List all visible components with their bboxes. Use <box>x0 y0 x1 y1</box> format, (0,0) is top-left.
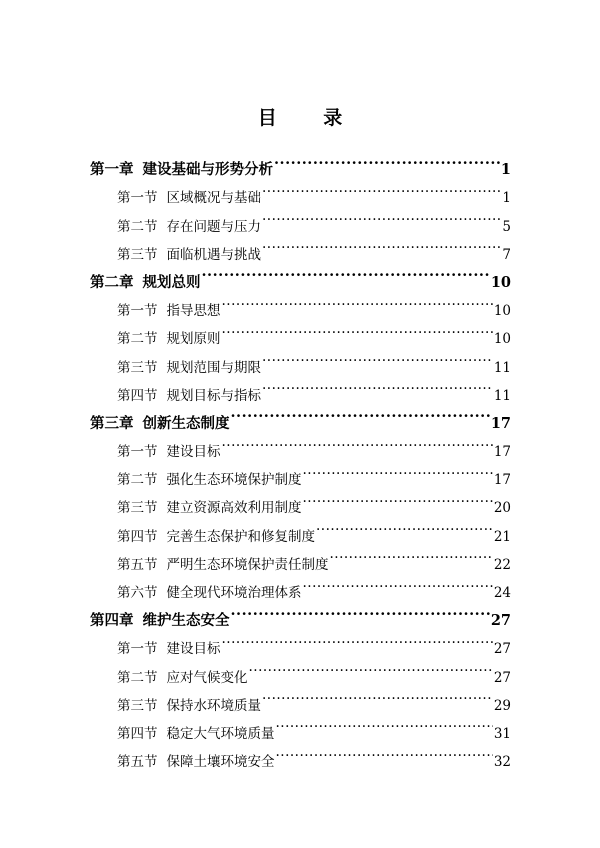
toc-leader-dots <box>303 456 493 484</box>
toc-page-number: 27 <box>490 612 511 630</box>
toc-entry-number: 第五节 <box>117 556 158 573</box>
toc-page-number: 27 <box>493 669 511 686</box>
toc-leader-dots <box>276 738 493 766</box>
toc-leader-dots <box>222 625 493 653</box>
toc-page-number: 32 <box>493 754 511 771</box>
toc-leader-dots <box>274 146 500 174</box>
toc-entry-label: 保障土壤环境安全 <box>166 754 275 771</box>
toc-entry-number: 第二章 <box>90 273 134 291</box>
toc-page-number: 10 <box>493 331 511 348</box>
toc-page-number: 24 <box>493 585 511 601</box>
toc-entry-number: 第五节 <box>117 754 158 771</box>
toc-entry-number: 第一节 <box>117 641 158 658</box>
toc-page-number: 31 <box>493 725 511 742</box>
toc-page-number: 17 <box>493 472 511 489</box>
toc-page-number: 7 <box>502 246 511 263</box>
toc-entry-label: 存在问题与压力 <box>166 218 261 235</box>
toc-leader-dots <box>231 400 490 428</box>
toc-leader-dots <box>222 315 493 343</box>
toc-leader-dots <box>222 428 493 456</box>
toc-entry-label: 创新生态制度 <box>142 414 230 432</box>
toc-entry-label: 规划范围与期限 <box>166 359 261 376</box>
toc-entry-label: 建设目标 <box>166 641 221 658</box>
toc-chapter-1[interactable] <box>90 146 511 179</box>
table-of-contents <box>90 146 511 771</box>
toc-entry-number: 第三节 <box>117 500 158 517</box>
toc-page-number: 1 <box>500 161 511 179</box>
toc-entry-number: 第四节 <box>117 387 158 404</box>
toc-entry-number: 第一节 <box>117 444 158 461</box>
toc-entry-label: 维护生态安全 <box>142 612 230 630</box>
toc-entry-label: 规划目标与指标 <box>166 387 261 404</box>
toc-entry-number: 第二节 <box>117 218 158 235</box>
toc-entry-number: 第三节 <box>117 697 158 714</box>
toc-leader-dots <box>249 653 493 681</box>
toc-entry-label: 面临机遇与挑战 <box>166 246 261 263</box>
toc-page-number: 27 <box>493 641 511 658</box>
toc-leader-dots <box>262 174 501 202</box>
toc-entry-label: 保持水环境质量 <box>166 697 261 714</box>
page-title: 目 录 <box>257 107 363 129</box>
toc-page-number: 10 <box>493 303 511 320</box>
toc-entry-label: 应对气候变化 <box>166 669 248 686</box>
toc-page-number: 22 <box>493 556 511 573</box>
toc-entry-label: 指导思想 <box>166 303 221 320</box>
toc-page-number: 10 <box>490 273 511 291</box>
toc-entry-label: 建立资源高效利用制度 <box>166 500 302 517</box>
toc-entry-label: 建设目标 <box>166 444 221 461</box>
toc-entry-number: 第二节 <box>117 331 158 348</box>
toc-leader-dots <box>222 287 493 315</box>
toc-leader-dots <box>262 372 493 400</box>
toc-leader-dots <box>316 512 493 540</box>
toc-entry-label: 规划总则 <box>142 273 201 291</box>
toc-entry-label: 稳定大气环境质量 <box>166 725 275 742</box>
toc-entry-number: 第三节 <box>117 246 158 263</box>
toc-entry-label: 规划原则 <box>166 331 221 348</box>
toc-entry-number: 第四节 <box>117 528 158 545</box>
toc-entry-number: 第四章 <box>90 612 134 630</box>
toc-entry-number: 第六节 <box>117 585 158 601</box>
toc-entry-number: 第二节 <box>117 669 158 686</box>
toc-leader-dots <box>276 710 493 738</box>
toc-entry-number: 第一节 <box>117 190 158 207</box>
toc-entry-number: 第四节 <box>117 725 158 742</box>
toc-page-number: 5 <box>502 218 511 235</box>
toc-page-number: 1 <box>502 190 511 207</box>
toc-leader-dots <box>262 682 493 710</box>
toc-leader-dots <box>231 597 490 625</box>
toc-entry-label: 强化生态环境保护制度 <box>166 472 302 489</box>
toc-entry-label: 健全现代环境治理体系 <box>166 585 302 601</box>
toc-page-number: 17 <box>493 444 511 461</box>
toc-page-number: 20 <box>493 500 511 517</box>
toc-page-number: 29 <box>493 697 511 714</box>
toc-leader-dots <box>202 259 490 287</box>
toc-entry-number: 第二节 <box>117 472 158 489</box>
toc-leader-dots <box>262 231 501 259</box>
toc-entry-label: 完善生态保护和修复制度 <box>166 528 315 545</box>
toc-entry-number: 第三章 <box>90 414 134 432</box>
toc-leader-dots <box>303 484 493 512</box>
toc-leader-dots <box>330 541 493 569</box>
toc-leader-dots <box>303 569 493 597</box>
toc-entry-number: 第一章 <box>90 161 134 179</box>
toc-entry-number: 第一节 <box>117 303 158 320</box>
toc-entry-label: 建设基础与形势分析 <box>142 161 273 179</box>
toc-leader-dots <box>262 343 493 371</box>
toc-entry-number: 第三节 <box>117 359 158 376</box>
toc-page-number: 11 <box>493 387 511 404</box>
toc-entry-label: 严明生态环境保护责任制度 <box>166 556 329 573</box>
toc-leader-dots <box>262 202 501 230</box>
toc-entry-label: 区域概况与基础 <box>166 190 261 207</box>
toc-page-number: 11 <box>493 359 511 376</box>
toc-page-number: 17 <box>490 414 511 432</box>
toc-page-number: 21 <box>493 528 511 545</box>
